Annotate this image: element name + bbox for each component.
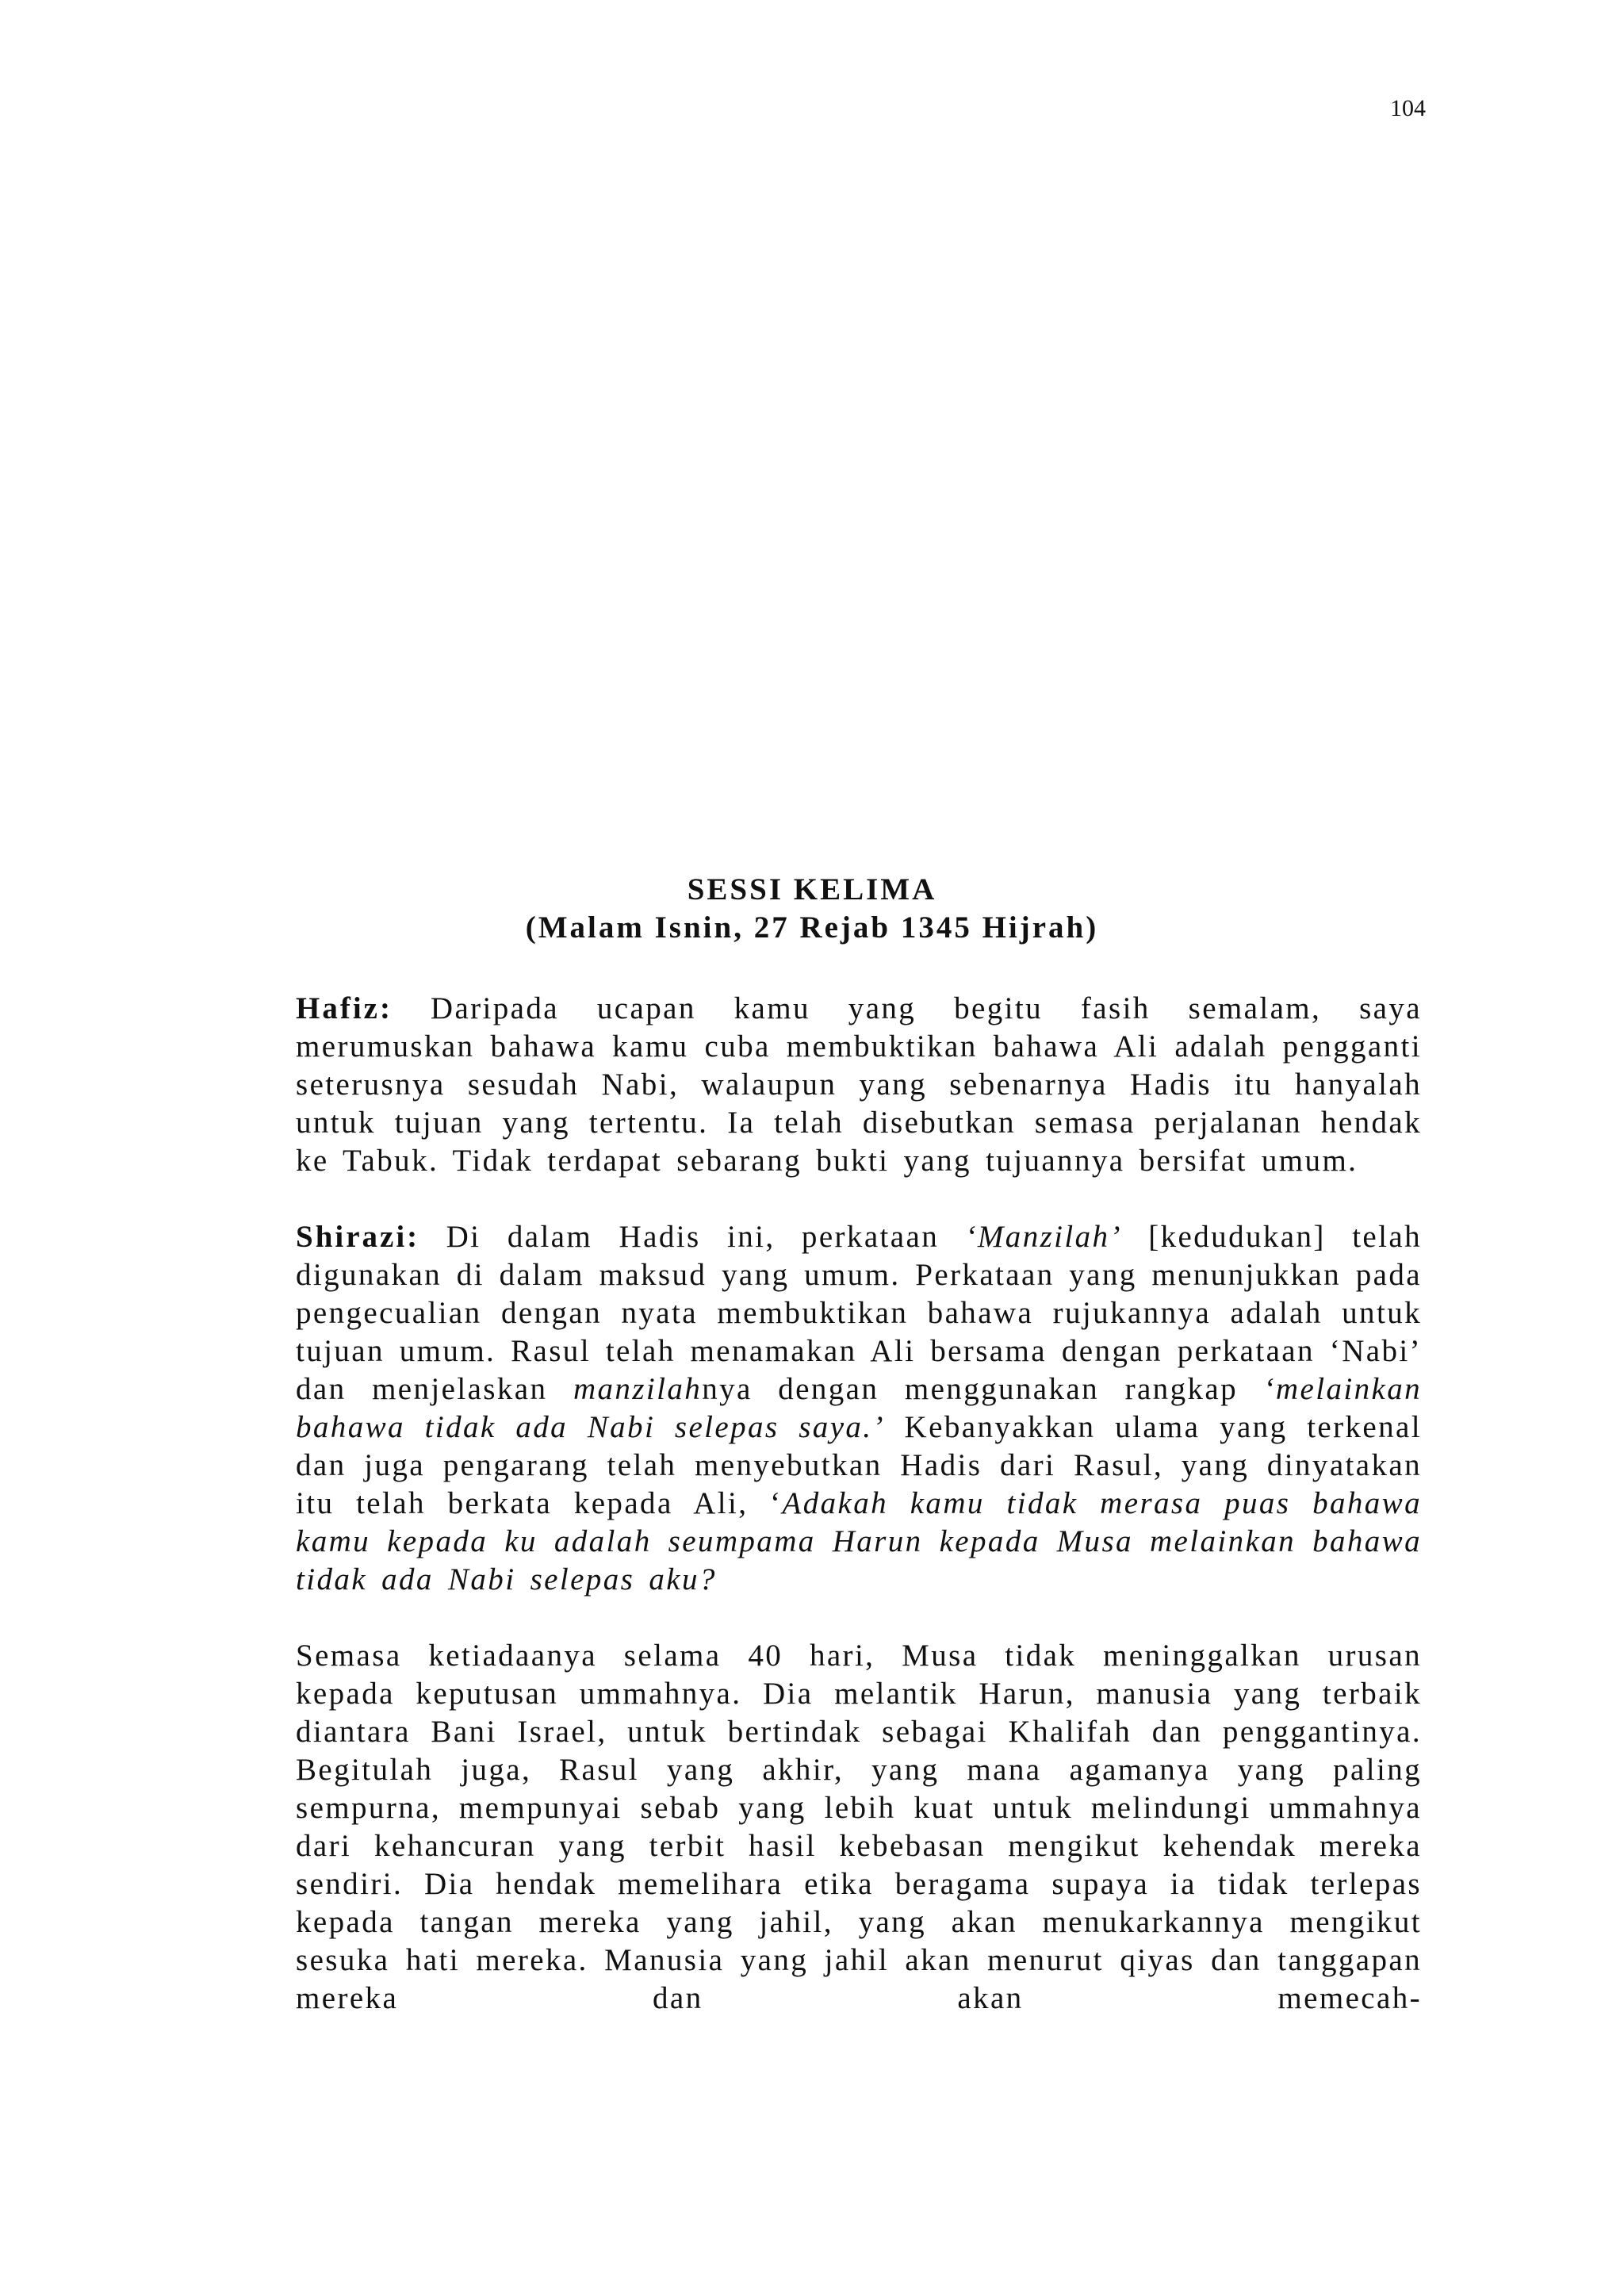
paragraph-text: Semasa ketiadaanya selama 40 hari, Musa tidak meninggalkan urusan kepada keputusan ummahnya. Dia melantik Harun, manusia yang terbaik diantara Bani Israel, untuk bertindak sebagai Khalifah dan penggantinya. Begitulah juga, Rasul yang akhir, yang mana agamanya yang paling sempurna, mempunyai sebab yang lebih kuat untuk melindungi ummahnya dari kehancuran yang terbit hasil kebebasan mengikut kehendak mereka sendiri. Dia hendak memelihara etika beragama supaya ia tidak terlepas kepada tangan mereka yang jahil, yang akan menukarkannya mengikut sesuka hati mereka. Manusia yang jahil akan menurut qiyas dan tanggapan mereka dan akan memecah-: [296, 1639, 1422, 2015]
paragraph-text: [kedudukan] telah digunakan di dalam maksud yang umum. Perkataan yang menunjukkan pada pengecualian dengan nyata membuktikan bahawa rujukannya adalah untuk tujuan umum. Rasul telah menamakan Ali bersama dengan perkataan ‘Nabi’ dan menjelaskan: [296, 1220, 1422, 1406]
speaker-label: Hafiz:: [296, 991, 393, 1025]
page-number: 104: [1390, 95, 1426, 121]
italic-term: manzilah: [573, 1372, 703, 1406]
italic-quote: Adakah kamu tidak merasa puas bahawa kamu kepada ku adalah seumpama Harun kepada Musa melainkan bahawa tidak ada Nabi selepas aku?: [296, 1486, 1422, 1596]
paragraph-shirazi: [296, 1218, 1422, 1599]
paragraph-text: Di dalam Hadis ini, perkataan: [419, 1220, 966, 1254]
section-heading: [0, 871, 1624, 947]
italic-term: ‘Manzilah’: [965, 1220, 1122, 1254]
paragraph-hafiz: [296, 990, 1422, 1180]
paragraph-text: Kebanyakkan ulama yang terkenal dan juga pengarang telah menyebutkan Hadis dari Rasul, yang dinyatakan itu telah berkata kepada Ali, ‘: [296, 1410, 1422, 1520]
heading-title: SESSI KELIMA: [687, 872, 937, 907]
heading-subtitle: (Malam Isnin, 27 Rejab 1345 Hijrah): [525, 910, 1099, 945]
italic-quote: ‘melainkan bahawa tidak ada Nabi selepas saya.’: [296, 1372, 1422, 1444]
paragraph-text: nya dengan menggunakan rangkap: [702, 1372, 1264, 1406]
paragraph-body: [296, 1637, 1422, 2018]
paragraph-text: Daripada ucapan kamu yang begitu fasih semalam, saya merumuskan bahawa kamu cuba membuktikan bahawa Ali adalah pengganti seterusnya sesudah Nabi, walaupun yang sebenarnya Hadis itu hanyalah untuk tujuan yang tertentu. Ia telah disebutkan semasa perjalanan hendak ke Tabuk. Tidak terdapat sebarang bukti yang tujuannya bersifat umum.: [296, 991, 1422, 1178]
document-body: [296, 990, 1422, 2056]
speaker-label: Shirazi:: [296, 1220, 420, 1254]
